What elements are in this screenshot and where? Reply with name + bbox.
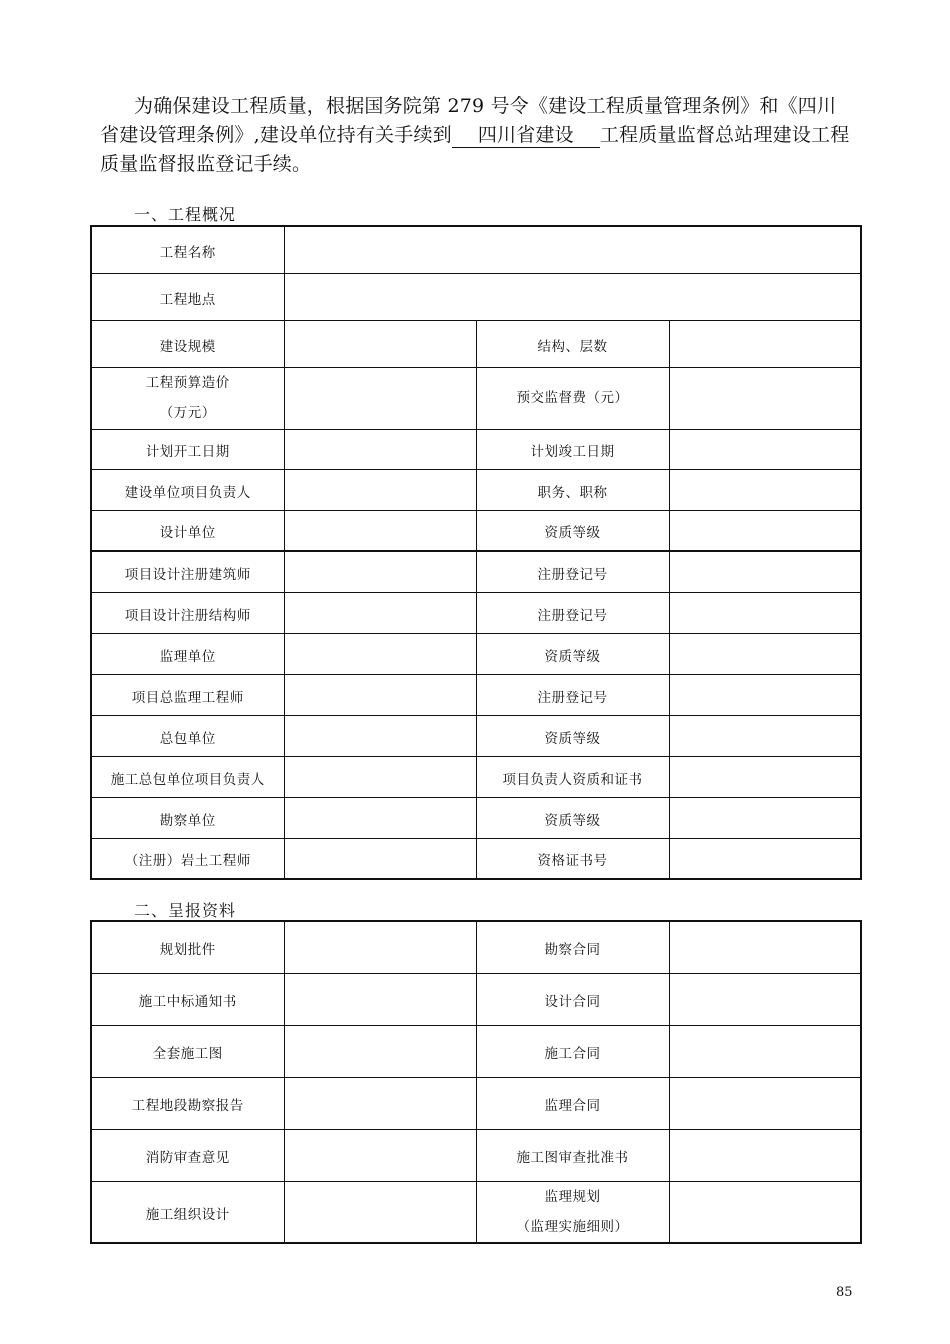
section-title-overview: 一、工程概况 <box>134 205 237 224</box>
field-structural-reg-no[interactable] <box>669 592 861 633</box>
field-supervision-plan[interactable] <box>669 1181 861 1243</box>
label-design-contract: 设计合同 <box>476 973 669 1025</box>
field-budget-cost[interactable] <box>284 367 476 429</box>
field-owner-project-lead[interactable] <box>284 469 476 510</box>
field-construction-contract[interactable] <box>669 1025 861 1077</box>
label-geotechnical-engineer: （注册）岩土工程师 <box>91 838 284 879</box>
field-design-qualification[interactable] <box>669 510 861 551</box>
field-position-title[interactable] <box>669 469 861 510</box>
section-title-submitted-documents: 二、呈报资料 <box>134 901 237 920</box>
label-chief-supervision-engineer: 项目总监理工程师 <box>91 674 284 715</box>
label-supervision-fee: 预交监督费（元） <box>476 367 669 429</box>
field-construction-scale[interactable] <box>284 320 476 367</box>
field-chief-supervision-engineer[interactable] <box>284 674 476 715</box>
label-survey-qualification: 资质等级 <box>476 797 669 838</box>
intro-paragraph <box>100 92 852 179</box>
intro-text-before: 为确保建设工程质量，根据国务院第 279 号令《建设工程质量管理条例》和《四川省建设管理条例》,建设单位持有关手续到 <box>100 95 837 146</box>
field-fire-review-opinion[interactable] <box>284 1129 476 1181</box>
label-planned-completion-date: 计划竣工日期 <box>476 429 669 469</box>
label-position-title: 职务、职称 <box>476 469 669 510</box>
field-geotechnical-engineer[interactable] <box>284 838 476 879</box>
submitted-documents-table <box>90 920 862 1244</box>
label-budget-cost-line1: 工程预算造价 <box>145 375 230 391</box>
label-registered-structural-engineer: 项目设计注册结构师 <box>91 592 284 633</box>
label-construction-contract: 施工合同 <box>476 1025 669 1077</box>
field-lead-qualification-certificate[interactable] <box>669 756 861 797</box>
field-supervision-fee[interactable] <box>669 367 861 429</box>
project-overview-table <box>90 225 862 880</box>
intro-text-after: 工程质量监督总站理建设工程质量监督报监登记手续。 <box>100 124 850 175</box>
field-general-contractor[interactable] <box>284 715 476 756</box>
label-supervision-plan <box>476 1181 669 1243</box>
field-project-location[interactable] <box>284 273 861 320</box>
field-contractor-qualification[interactable] <box>669 715 861 756</box>
label-survey-unit: 勘察单位 <box>91 797 284 838</box>
label-bid-award-notice: 施工中标通知书 <box>91 973 284 1025</box>
field-registered-architect[interactable] <box>284 551 476 592</box>
field-design-contract[interactable] <box>669 973 861 1025</box>
label-general-contractor: 总包单位 <box>91 715 284 756</box>
field-project-name[interactable] <box>284 226 861 273</box>
field-planning-approval[interactable] <box>284 921 476 973</box>
label-budget-cost-line2: （万元） <box>159 405 216 421</box>
field-survey-qualification[interactable] <box>669 797 861 838</box>
label-supervision-qualification: 资质等级 <box>476 633 669 674</box>
field-supervision-qualification[interactable] <box>669 633 861 674</box>
registration-authority-field[interactable]: 四川省建设 <box>452 123 600 148</box>
label-design-unit: 设计单位 <box>91 510 284 551</box>
field-design-unit[interactable] <box>284 510 476 551</box>
label-supervision-plan-line2: （监理实施细则） <box>516 1218 629 1235</box>
label-structure-floors: 结构、层数 <box>476 320 669 367</box>
label-planning-approval: 规划批件 <box>91 921 284 973</box>
label-architect-reg-no: 注册登记号 <box>476 551 669 592</box>
field-structure-floors[interactable] <box>669 320 861 367</box>
label-planned-start-date: 计划开工日期 <box>91 429 284 469</box>
field-planned-start-date[interactable] <box>284 429 476 469</box>
label-contractor-project-lead: 施工总包单位项目负责人 <box>91 756 284 797</box>
label-owner-project-lead: 建设单位项目负责人 <box>91 469 284 510</box>
label-construction-scale: 建设规模 <box>91 320 284 367</box>
label-project-location: 工程地点 <box>91 273 284 320</box>
label-contractor-qualification: 资质等级 <box>476 715 669 756</box>
field-survey-contract[interactable] <box>669 921 861 973</box>
field-drawing-review-approval[interactable] <box>669 1129 861 1181</box>
field-registered-structural-engineer[interactable] <box>284 592 476 633</box>
label-construction-organization-design: 施工组织设计 <box>91 1181 284 1243</box>
label-qualification-certificate-no: 资格证书号 <box>476 838 669 879</box>
field-survey-unit[interactable] <box>284 797 476 838</box>
field-supervisor-reg-no[interactable] <box>669 674 861 715</box>
label-supervision-unit: 监理单位 <box>91 633 284 674</box>
field-planned-completion-date[interactable] <box>669 429 861 469</box>
field-architect-reg-no[interactable] <box>669 551 861 592</box>
field-site-survey-report[interactable] <box>284 1077 476 1129</box>
label-structural-reg-no: 注册登记号 <box>476 592 669 633</box>
label-drawing-review-approval: 施工图审查批准书 <box>476 1129 669 1181</box>
label-supervision-plan-line1: 监理规划 <box>544 1188 601 1205</box>
label-lead-qualification-certificate: 项目负责人资质和证书 <box>476 756 669 797</box>
label-site-survey-report: 工程地段勘察报告 <box>91 1077 284 1129</box>
label-supervisor-reg-no: 注册登记号 <box>476 674 669 715</box>
field-supervision-contract[interactable] <box>669 1077 861 1129</box>
field-supervision-unit[interactable] <box>284 633 476 674</box>
label-registered-architect: 项目设计注册建筑师 <box>91 551 284 592</box>
field-construction-drawings[interactable] <box>284 1025 476 1077</box>
label-survey-contract: 勘察合同 <box>476 921 669 973</box>
label-supervision-contract: 监理合同 <box>476 1077 669 1129</box>
label-construction-drawings: 全套施工图 <box>91 1025 284 1077</box>
page-number: 85 <box>836 1285 853 1300</box>
label-project-name: 工程名称 <box>91 226 284 273</box>
label-fire-review-opinion: 消防审查意见 <box>91 1129 284 1181</box>
field-bid-award-notice[interactable] <box>284 973 476 1025</box>
label-design-qualification: 资质等级 <box>476 510 669 551</box>
label-budget-cost <box>91 367 284 429</box>
field-construction-organization-design[interactable] <box>284 1181 476 1243</box>
field-qualification-certificate-no[interactable] <box>669 838 861 879</box>
field-contractor-project-lead[interactable] <box>284 756 476 797</box>
